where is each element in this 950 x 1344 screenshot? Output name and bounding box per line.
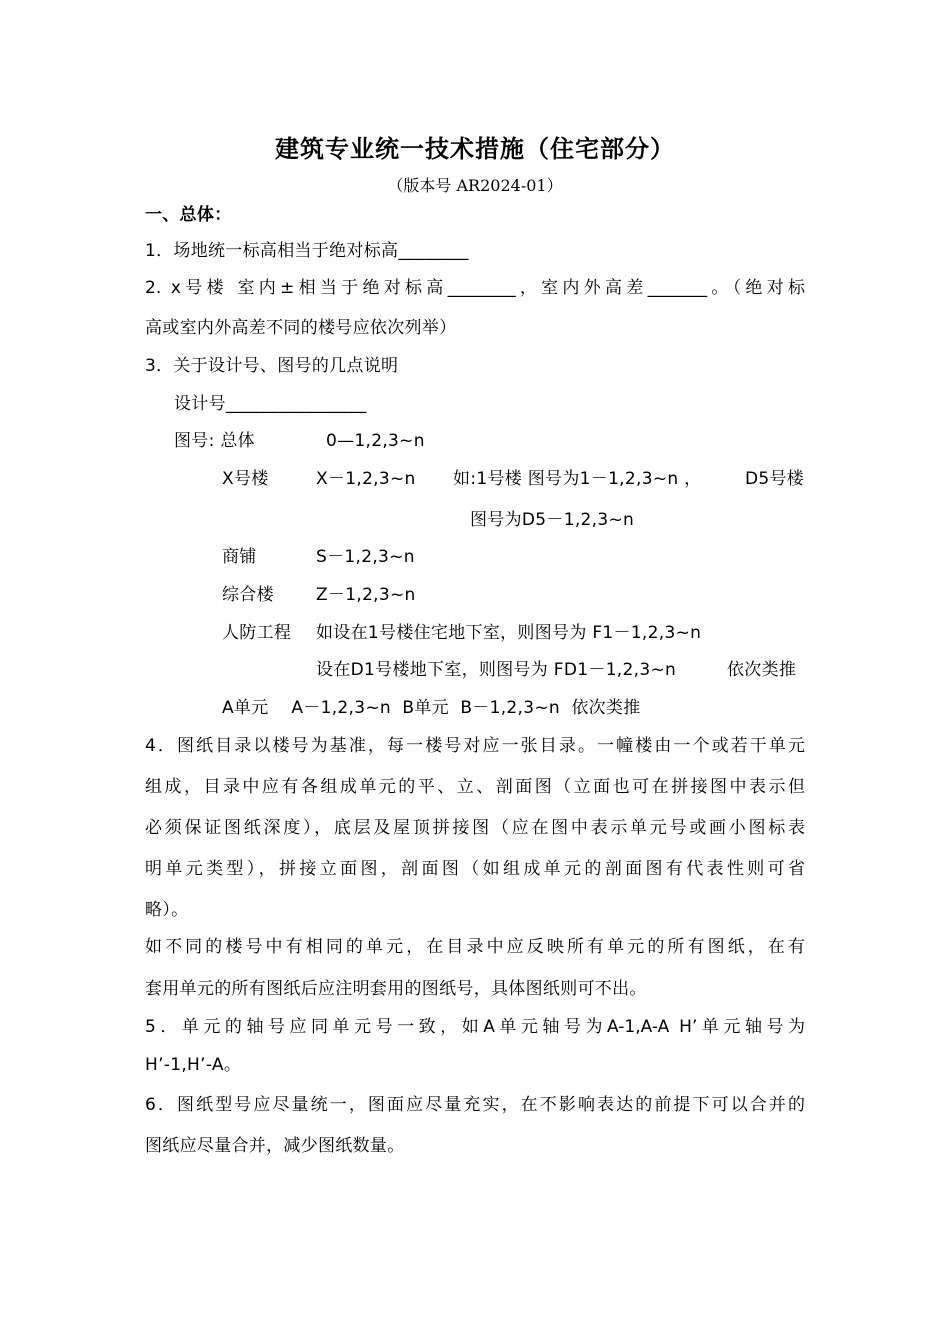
version-number: （版本号 AR2024-01） xyxy=(387,176,563,195)
item-4-paragraph-2-line-1: 如不同的楼号中有相同的单元，在目录中应反映所有单元的所有图纸，在有 xyxy=(145,937,805,957)
item-2-line-2: 高或室内外高差不同的楼号应依次列举） xyxy=(145,318,457,338)
drawing-number-label: 图号: 总体 xyxy=(174,431,255,451)
item-6-line-2: 图纸应尽量合并，减少图纸数量。 xyxy=(145,1136,405,1156)
civil-defense-line-1: 如设在1号楼住宅地下室，则图号为 F1－1,2,3~n xyxy=(316,623,702,643)
item-4-line-1: 4．图纸目录以楼号为基准，每一楼号对应一张目录。一幢楼由一个或若干单元 xyxy=(145,736,805,756)
drawing-number-general: 0—1,2,3~n xyxy=(326,431,425,451)
section-heading-general: 一、总体： xyxy=(145,205,232,225)
item-5-line-1: 5．单元的轴号应同单元号一致，如A单元轴号为A-1,A-A H’单元轴号为 xyxy=(145,1017,805,1037)
building-d5-label: D5号楼 xyxy=(745,469,805,489)
item-4-line-5: 略）。 xyxy=(145,900,189,920)
shop-label: 商铺 xyxy=(222,547,257,567)
item-1-site-elevation: 1．场地统一标高相当于绝对标高________ xyxy=(145,241,469,261)
complex-building-code: Z－1,2,3~n xyxy=(316,585,416,605)
civil-defense-label: 人防工程 xyxy=(222,623,292,643)
complex-building-label: 综合楼 xyxy=(222,585,274,605)
building-x-code: X－1,2,3~n xyxy=(316,469,416,489)
item-5-line-2: H’-1,H’-A。 xyxy=(145,1055,242,1075)
item-4-paragraph-2-line-2: 套用单元的所有图纸后应注明套用的图纸号，具体图纸则可不出。 xyxy=(145,979,647,999)
civil-defense-line-2: 设在D1号楼地下室，则图号为 FD1－1,2,3~n xyxy=(316,660,677,680)
building-d5-code: 图号为D5－1,2,3~n xyxy=(470,510,635,530)
item-4-line-2: 组成，目录中应有各组成单元的平、立、剖面图（立面也可在拼接图中表示但 xyxy=(145,777,805,797)
unit-numbering-line: A单元 A－1,2,3~n B单元 B－1,2,3~n 依次类推 xyxy=(222,698,641,718)
item-4-line-3: 必须保证图纸深度），底层及屋顶拼接图（应在图中表示单元号或画小图标表 xyxy=(145,818,805,838)
item-2-line-1: 2. x号楼 室内±相当于绝对标高________，室内外高差_______。（绝对标 xyxy=(145,278,805,298)
item-3-heading: 3．关于设计号、图号的几点说明 xyxy=(145,356,399,376)
building-x-example: 如:1号楼 图号为1－1,2,3~n ， xyxy=(453,469,702,489)
item-4-line-4: 明单元类型），拼接立面图，剖面图（如组成单元的剖面图有代表性则可省 xyxy=(145,859,805,879)
document-title: 建筑专业统一技术措施（住宅部分） xyxy=(275,135,675,163)
item-6-line-1: 6．图纸型号应尽量统一，图面应尽量充实，在不影响表达的前提下可以合并的 xyxy=(145,1095,805,1115)
building-x-label: X号楼 xyxy=(222,469,269,489)
shop-code: S－1,2,3~n xyxy=(316,547,415,567)
civil-defense-etc: 依次类推 xyxy=(727,660,797,680)
design-number-line: 设计号________________ xyxy=(174,394,367,414)
